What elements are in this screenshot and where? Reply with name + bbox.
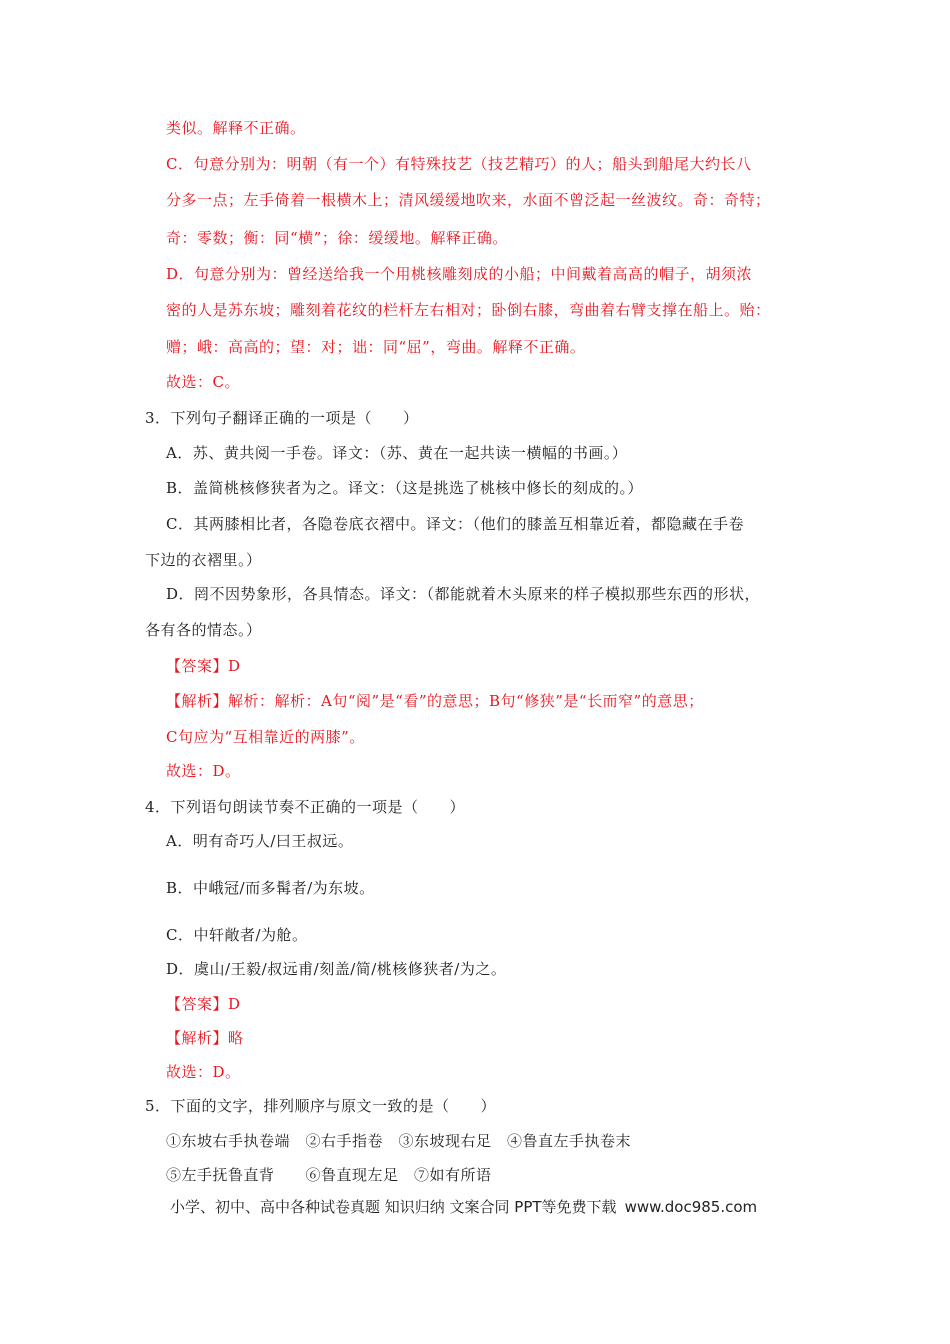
- q2-choice: 故选：C。: [166, 373, 240, 391]
- q4-analysis: 【解析】略: [166, 1029, 244, 1047]
- q2-option-d-line2: 密的人是苏东坡；雕刻着花纹的栏杆左右相对；卧倒右膝，弯曲着右臂支撑在船上。贻：: [166, 301, 771, 319]
- q4-option-a: A．明有奇巧人/曰王叔远。: [166, 832, 354, 850]
- q3-stem: 3．下列句子翻译正确的一项是（ ）: [145, 409, 419, 427]
- q3-analysis-line1: 【解析】解析：解析：A句“阅”是“看”的意思；B句“修狭”是“长而窄”的意思；: [166, 692, 704, 710]
- footer-url[interactable]: www.doc985.com: [624, 1198, 758, 1216]
- q3-answer: 【答案】D: [166, 657, 241, 675]
- q3-option-d-line2: 各有各的情态。）: [145, 621, 262, 639]
- q3-option-c-line1: C．其两膝相比者，各隐卷底衣褶中。译文：（他们的膝盖互相靠近着，都隐藏在手卷: [166, 515, 744, 533]
- q2-option-c-line2: 分多一点；左手倚着一根横木上；清风缓缓地吹来，水面不曾泛起一丝波纹。奇：奇特；: [166, 191, 771, 209]
- q4-answer: 【答案】D: [166, 995, 241, 1013]
- q2-option-d-line1: D．句意分别为：曾经送给我一个用桃核雕刻成的小船；中间戴着高高的帽子，胡须浓: [166, 265, 753, 283]
- q3-option-d-line1: D．罔不因势象形，各具情态。译文：（都能就着木头原来的样子模拟那些东西的形状，: [166, 585, 761, 603]
- q2-option-d-line3: 赠；峨：高高的；望：对；诎：同“屈”，弯曲。解释不正确。: [166, 338, 586, 356]
- q2-option-c-line1: C．句意分别为：明朝（有一个）有特殊技艺（技艺精巧）的人；船头到船尾大约长八: [166, 155, 752, 173]
- footer-text: 小学、初中、高中各种试卷真题 知识归纳 文案合同 PPT等免费下载: [170, 1198, 617, 1216]
- q4-choice: 故选：D。: [166, 1063, 241, 1081]
- q2-b-end: 类似。解释不正确。: [166, 119, 306, 137]
- q4-option-c: C．中轩敞者/为舱。: [166, 926, 308, 944]
- q4-option-b: B．中峨冠/而多髯者/为东坡。: [166, 879, 375, 897]
- q3-choice: 故选：D。: [166, 762, 241, 780]
- q5-options-line2: ⑤左手抚鲁直背 ⑥鲁直现左足 ⑦如有所语: [166, 1166, 492, 1184]
- q5-stem: 5．下面的文字，排列顺序与原文一致的是（ ）: [145, 1097, 497, 1115]
- footer: [170, 1196, 757, 1217]
- q5-options-line1: ①东坡右手执卷端 ②右手指卷 ③东坡现右足 ④鲁直左手执卷末: [166, 1132, 632, 1150]
- q3-option-b: B．盖简桃核修狭者为之。译文：（这是挑选了桃核中修长的刻成的。）: [166, 479, 644, 497]
- q3-option-c-line2: 下边的衣褶里。）: [145, 551, 262, 569]
- q4-stem: 4．下列语句朗读节奏不正确的一项是（ ）: [145, 798, 466, 816]
- q4-option-d: D．虞山/王毅/叔远甫/刻盖/简/桃核修狭者/为之。: [166, 960, 507, 978]
- q3-option-a: A．苏、黄共阅一手卷。译文：（苏、黄在一起共读一横幅的书画。）: [166, 444, 628, 462]
- q3-analysis-line2: C句应为“互相靠近的两膝”。: [166, 728, 365, 746]
- q2-option-c-line3: 奇：零数；衡：同“横”；徐：缓缓地。解释正确。: [166, 229, 508, 247]
